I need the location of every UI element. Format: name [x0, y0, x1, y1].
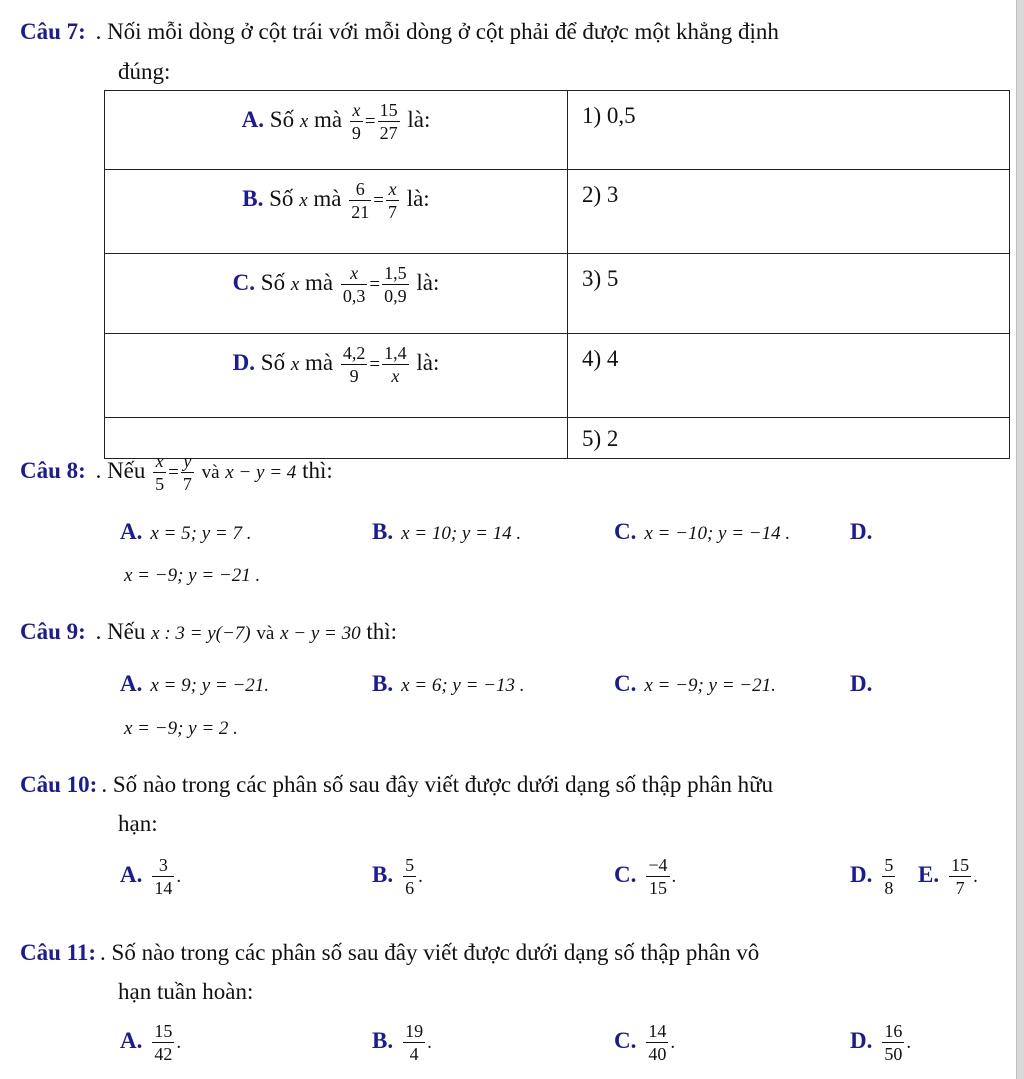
q8-option-c[interactable] — [614, 520, 790, 543]
frac-num: x — [386, 180, 399, 201]
frac-num: 4,2 — [342, 343, 366, 363]
q10-line2: hạn: — [118, 811, 158, 836]
frac-den: 9 — [351, 123, 361, 143]
row-pre: Số — [269, 106, 295, 132]
frac-den: 0,9 — [384, 286, 407, 306]
table-row — [105, 254, 1010, 334]
q10-option-c[interactable] — [614, 856, 676, 897]
option-text: x = 10; y = 14 . — [401, 523, 522, 544]
row-letter: A. — [241, 106, 265, 132]
right-cell-3: 3) 5 — [568, 254, 1010, 334]
right-cell-2: 2) 3 — [568, 170, 1010, 254]
row-post: là: — [416, 269, 440, 295]
q8-option-d[interactable] — [850, 520, 880, 543]
option-label: A. — [120, 861, 143, 887]
left-cell-a — [105, 91, 568, 170]
equals: = — [364, 110, 376, 132]
frac-den: 8 — [884, 878, 894, 898]
frac-num: y — [181, 452, 194, 473]
fraction — [949, 856, 971, 897]
dot: . — [906, 1031, 912, 1053]
fraction — [349, 180, 371, 221]
frac-den: 7 — [182, 474, 192, 494]
frac-num: x — [350, 101, 363, 122]
fraction — [882, 856, 895, 897]
frac-den: 6 — [405, 878, 415, 898]
row-mid: mà — [313, 185, 342, 211]
row-mid: mà — [314, 106, 343, 132]
frac-num: 3 — [152, 856, 174, 877]
right-cell-1: 1) 0,5 — [568, 91, 1010, 170]
frac-num: 15 — [154, 1021, 173, 1041]
q9-expr: x : 3 = y(−7) — [151, 623, 251, 644]
frac-den: 21 — [351, 202, 370, 222]
option-label: D. — [850, 1027, 873, 1053]
q8-line1 — [20, 452, 333, 493]
frac-den: 7 — [387, 202, 397, 222]
q11-option-c[interactable] — [614, 1022, 675, 1063]
dot: . — [418, 865, 423, 887]
fraction — [386, 180, 399, 221]
option-label: D. — [850, 519, 873, 544]
fraction — [152, 856, 174, 897]
dot: . — [671, 865, 677, 887]
matching-table — [104, 90, 1010, 459]
option-label: C. — [614, 1027, 637, 1053]
option-text: x = −10; y = −14 . — [644, 523, 791, 544]
option-label: C. — [614, 519, 637, 544]
option-label: B. — [372, 671, 394, 696]
q8-pre: . Nếu — [95, 457, 146, 483]
frac-den: x — [391, 366, 400, 386]
frac-num: 1,5 — [384, 263, 407, 283]
q9-option-c[interactable] — [614, 672, 776, 695]
fraction — [382, 264, 409, 305]
option-label: D. — [850, 671, 873, 696]
option-label: A. — [120, 519, 143, 544]
q9-pre: . Nếu — [95, 619, 146, 644]
dot: . — [670, 1031, 676, 1053]
table-row — [105, 170, 1010, 254]
equals: = — [369, 273, 381, 295]
right-cell-4: 4) 4 — [568, 334, 1010, 418]
option-text: x = 9; y = −21. — [150, 675, 270, 696]
q8-option-b[interactable] — [372, 520, 521, 543]
q7-line2: đúng: — [118, 59, 171, 84]
q8-option-d-text: x = −9; y = −21 . — [124, 565, 261, 586]
row-var: x — [299, 110, 309, 132]
fraction — [341, 264, 368, 305]
row-var: x — [290, 353, 300, 375]
scrollbar[interactable] — [1016, 0, 1024, 1079]
q9-va: và — [256, 623, 275, 644]
frac-den: 0,3 — [342, 286, 366, 306]
frac-num: 6 — [349, 180, 371, 201]
row-letter: B. — [242, 185, 264, 211]
row-post: là: — [416, 349, 440, 375]
q9-option-d[interactable] — [850, 672, 880, 695]
left-cell-b — [105, 170, 568, 254]
q9-label: Câu 9: — [20, 619, 86, 644]
frac-num: 1,4 — [384, 343, 407, 363]
q9-thi: thì: — [366, 619, 398, 644]
option-label: C. — [614, 861, 637, 887]
q8-label: Câu 8: — [20, 457, 86, 483]
option-label: E. — [918, 861, 940, 887]
frac-den: 15 — [648, 878, 667, 898]
equals: = — [168, 461, 179, 483]
fraction — [153, 452, 166, 493]
table-row — [105, 91, 1010, 170]
row-pre: Số — [260, 349, 286, 375]
option-text: x = 5; y = 7 . — [150, 523, 252, 544]
table-row — [105, 334, 1010, 418]
row-letter: C. — [232, 269, 256, 295]
q9-cond: x − y = 30 — [280, 623, 361, 644]
equals: = — [373, 189, 384, 211]
q10-option-b[interactable] — [372, 856, 423, 897]
frac-den: 14 — [154, 878, 173, 898]
q7-line1 — [20, 20, 779, 43]
q7-text1: . Nối mỗi dòng ở cột trái với mỗi dòng ở cột phải để được một khẳng định — [95, 19, 779, 44]
q10-option-d[interactable] — [850, 856, 897, 897]
q8-option-a[interactable] — [120, 520, 251, 543]
q11-line2: hạn tuần hoàn: — [118, 979, 254, 1004]
option-label: A. — [120, 671, 143, 696]
dot: . — [176, 1031, 182, 1053]
frac-num: 15 — [951, 855, 970, 875]
fraction — [341, 344, 368, 385]
row-var: x — [290, 273, 300, 295]
frac-num: 15 — [379, 100, 398, 120]
frac-num: x — [153, 452, 166, 473]
option-label: B. — [372, 519, 394, 544]
row-letter: D. — [232, 349, 256, 375]
frac-den: 50 — [884, 1044, 903, 1064]
fraction — [350, 101, 363, 142]
q9-option-b[interactable] — [372, 672, 525, 695]
option-label: B. — [372, 1027, 394, 1053]
frac-den: 7 — [955, 878, 965, 898]
equals: = — [369, 353, 381, 375]
q11-text1: . Số nào trong các phân số sau đây viết được dưới dạng số thập phân vô — [100, 940, 760, 965]
fraction — [403, 1022, 425, 1063]
q10-label: Câu 10: — [20, 772, 98, 797]
option-label: A. — [120, 1027, 143, 1053]
left-cell-c — [105, 254, 568, 334]
row-post: là: — [406, 185, 430, 211]
frac-den: 27 — [379, 123, 398, 143]
dot: . — [973, 865, 978, 887]
option-label: D. — [850, 861, 873, 887]
row-post: là: — [407, 106, 431, 132]
q10-text1: . Số nào trong các phân số sau đây viết được dưới dạng số thập phân hữu — [101, 772, 774, 797]
frac-den: 5 — [155, 474, 165, 494]
q11-option-b[interactable] — [372, 1022, 432, 1063]
frac-den: 40 — [648, 1044, 667, 1064]
right-cell-5: 5) 2 — [568, 418, 1010, 459]
fraction — [646, 856, 669, 897]
q9-line1 — [20, 620, 397, 643]
frac-den: 42 — [154, 1044, 173, 1064]
q9-option-a[interactable] — [120, 672, 269, 695]
q11-line1 — [20, 941, 759, 964]
q10-option-e[interactable] — [918, 856, 978, 897]
row-var: x — [299, 189, 308, 211]
fraction — [382, 344, 409, 385]
row-pre: Số — [269, 185, 294, 211]
fraction — [378, 101, 400, 142]
q11-option-d[interactable] — [850, 1022, 911, 1063]
option-text: x = 6; y = −13 . — [401, 675, 525, 696]
fraction — [882, 1022, 904, 1063]
frac-num: 5 — [405, 855, 415, 875]
q9-option-d-text: x = −9; y = 2 . — [124, 718, 238, 739]
q8-cond: x − y = 4 — [225, 461, 297, 483]
frac-num: x — [341, 264, 368, 285]
fraction — [646, 1022, 668, 1063]
frac-num: 14 — [648, 1021, 667, 1041]
q10-option-a[interactable] — [120, 856, 181, 897]
row-mid: mà — [305, 349, 334, 375]
q11-label: Câu 11: — [20, 940, 97, 965]
fraction — [152, 1022, 174, 1063]
row-pre: Số — [260, 269, 286, 295]
fraction — [403, 856, 416, 897]
option-label: B. — [372, 861, 394, 887]
q7-label: Câu 7: — [20, 19, 86, 44]
fraction — [181, 452, 194, 493]
dot: . — [176, 865, 182, 887]
row-mid: mà — [305, 269, 334, 295]
option-text: x = −9; y = −21. — [644, 675, 776, 696]
frac-num: 19 — [405, 1021, 424, 1041]
left-cell-d — [105, 334, 568, 418]
q11-option-a[interactable] — [120, 1022, 181, 1063]
dot: . — [427, 1031, 432, 1053]
frac-den: 4 — [409, 1044, 419, 1064]
frac-num: 5 — [884, 855, 894, 875]
q8-va: và — [201, 461, 220, 483]
option-label: C. — [614, 671, 637, 696]
q8-thi: thì: — [302, 457, 333, 483]
frac-num: 16 — [884, 1021, 903, 1041]
frac-den: 9 — [349, 366, 359, 386]
frac-num: −4 — [648, 855, 668, 875]
q10-line1 — [20, 773, 773, 796]
